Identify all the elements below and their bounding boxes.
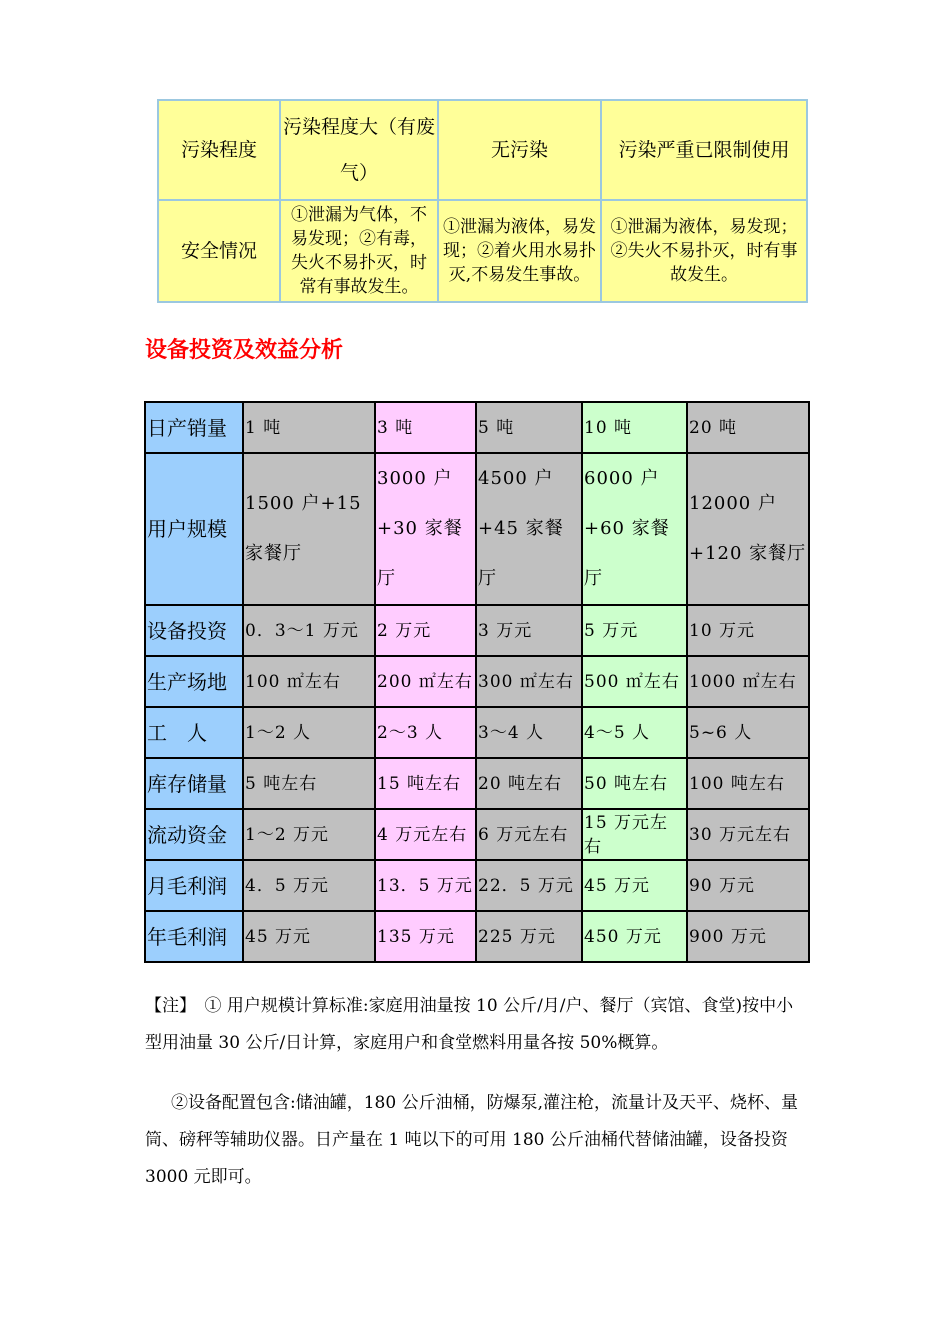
cell: 无污染 [438, 100, 601, 200]
table-cell: 2～3 人 [375, 707, 476, 758]
table-cell: 6000 户+60 家餐厅 [582, 453, 687, 605]
table-cell: 3～4 人 [476, 707, 582, 758]
table-cell: 3 吨 [375, 402, 476, 453]
table-cell: 22．5 万元 [476, 860, 582, 911]
table-cell: 45 万元 [582, 860, 687, 911]
cell: ①泄漏为液体，易发现；②着火用水易扑灭,不易发生事故。 [438, 200, 601, 302]
table-cell: 30 万元左右 [687, 809, 809, 860]
table-cell: 1～2 人 [243, 707, 375, 758]
table-row [145, 758, 809, 809]
row-label: 月毛利润 [145, 860, 243, 911]
safety-row [158, 200, 807, 302]
table-cell: 45 万元 [243, 911, 375, 962]
table-cell: 1 吨 [243, 402, 375, 453]
table-cell: 900 万元 [687, 911, 809, 962]
table-cell: 10 万元 [687, 605, 809, 656]
table-cell: 20 吨左右 [476, 758, 582, 809]
row-label: 年毛利润 [145, 911, 243, 962]
table-cell: 4～5 人 [582, 707, 687, 758]
table-cell: 5 吨 [476, 402, 582, 453]
note-2: ②设备配置包含:储油罐，180 公斤油桶，防爆泵,灌注枪，流量计及天平、烧杯、量筒、磅秤等辅助仪器。日产量在 1 吨以下的可用 180 公斤油桶代替储油罐，设备投资 3000 元即可。 [145, 1093, 798, 1187]
table-cell: 1～2 万元 [243, 809, 375, 860]
cell: 污染程度大（有废气） [280, 100, 438, 200]
cell: ①泄漏为液体，易发现；②失火不易扑灭，时有事故发生。 [601, 200, 807, 302]
table-row [145, 453, 809, 605]
table-cell: 50 吨左右 [582, 758, 687, 809]
table-cell: 100 吨左右 [687, 758, 809, 809]
note-1: 【注】 ① 用户规模计算标准:家庭用油量按 10 公斤/月/户、餐厅（宾馆、食堂)按中小型用油量 30 公斤/日计算，家庭用户和食堂燃料用量各按 50%概算。 [145, 996, 794, 1053]
table-row [145, 656, 809, 707]
table-cell: 1500 户+15 家餐厅 [243, 453, 375, 605]
pollution-row [158, 100, 807, 200]
table-cell: 0．3～1 万元 [243, 605, 375, 656]
table-cell: 2 万元 [375, 605, 476, 656]
table-cell: 450 万元 [582, 911, 687, 962]
table-cell: 3000 户+30 家餐厅 [375, 453, 476, 605]
table-cell: 12000 户+120 家餐厅 [687, 453, 809, 605]
table-cell: 13．5 万元 [375, 860, 476, 911]
table-cell: 300 ㎡左右 [476, 656, 582, 707]
table-cell: 4 万元左右 [375, 809, 476, 860]
pollution-safety-table [157, 99, 808, 303]
row-label: 流动资金 [145, 809, 243, 860]
table-cell: 15 吨左右 [375, 758, 476, 809]
investment-table [144, 401, 810, 963]
table-cell: 10 吨 [582, 402, 687, 453]
section-title: 设备投资及效益分析 [145, 338, 344, 363]
table-cell: 20 吨 [687, 402, 809, 453]
table-cell: 100 ㎡左右 [243, 656, 375, 707]
table-cell: 4．5 万元 [243, 860, 375, 911]
table-cell: 3 万元 [476, 605, 582, 656]
row-label: 工 人 [145, 707, 243, 758]
cell: ①泄漏为气体，不易发现；②有毒，失火不易扑灭，时常有事故发生。 [280, 200, 438, 302]
table-cell: 90 万元 [687, 860, 809, 911]
table-row [145, 707, 809, 758]
row-label: 安全情况 [158, 200, 280, 302]
table-cell: 225 万元 [476, 911, 582, 962]
table-row [145, 605, 809, 656]
row-label: 用户规模 [145, 453, 243, 605]
table-cell: 5 吨左右 [243, 758, 375, 809]
row-label: 日产销量 [145, 402, 243, 453]
table-row [145, 911, 809, 962]
row-label: 库存储量 [145, 758, 243, 809]
row-label: 设备投资 [145, 605, 243, 656]
table-cell: 15 万元左右 [582, 809, 687, 860]
row-label: 污染程度 [158, 100, 280, 200]
table-cell: 135 万元 [375, 911, 476, 962]
table-cell: 5 万元 [582, 605, 687, 656]
table-cell: 5~6 人 [687, 707, 809, 758]
table-row [145, 860, 809, 911]
table-cell: 200 ㎡左右 [375, 656, 476, 707]
table-cell: 500 ㎡左右 [582, 656, 687, 707]
table-cell: 4500 户+45 家餐厅 [476, 453, 582, 605]
table-cell: 6 万元左右 [476, 809, 582, 860]
cell: 污染严重已限制使用 [601, 100, 807, 200]
table-cell: 1000 ㎡左右 [687, 656, 809, 707]
table-row [145, 809, 809, 860]
row-label: 生产场地 [145, 656, 243, 707]
table-row [145, 402, 809, 453]
